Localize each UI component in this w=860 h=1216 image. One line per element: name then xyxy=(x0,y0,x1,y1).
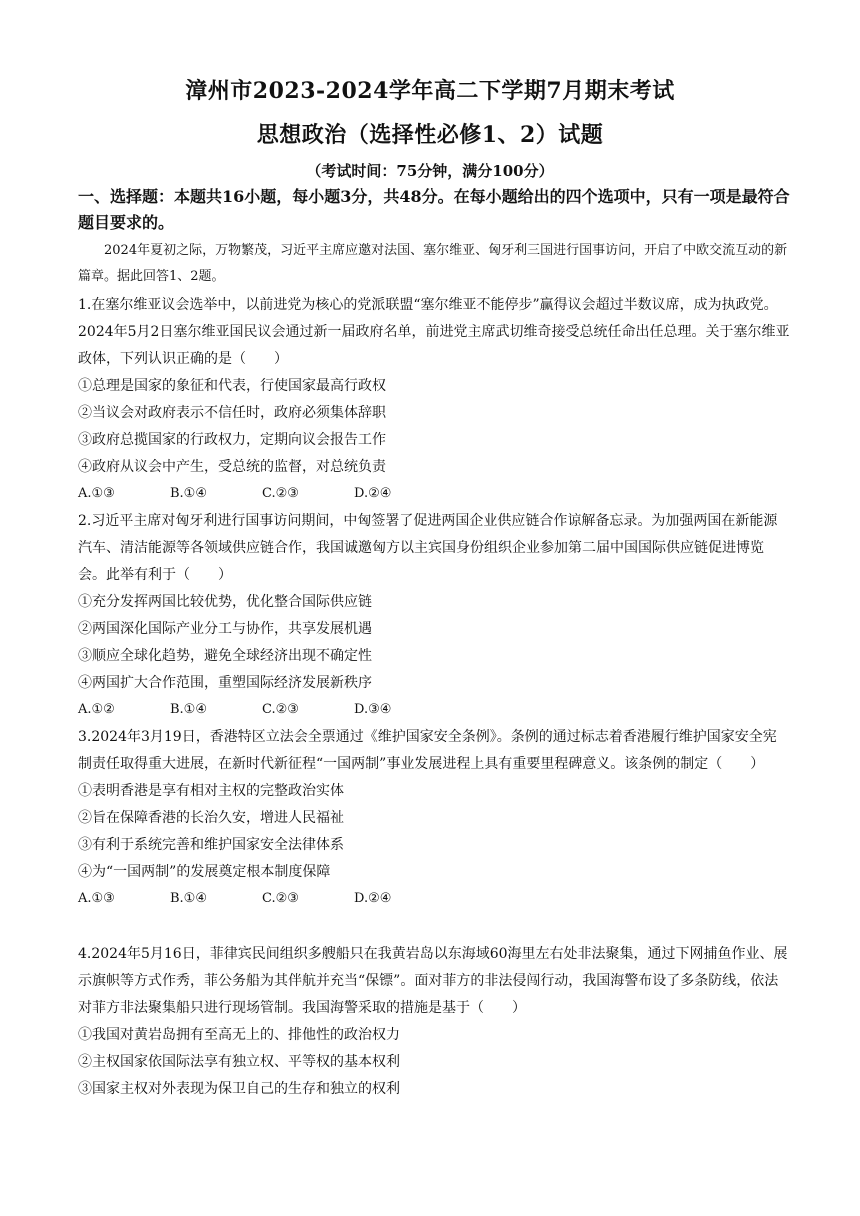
section-heading: 一、选择题：本题共16小题，每小题3分，共48分。在每小题给出的四个选项中，只有一项是最符合题目要求的。 xyxy=(78,187,790,232)
option-b: B.①④ xyxy=(170,702,207,717)
statement: ②旨在保障香港的长治久安，增进人民福祉 xyxy=(78,810,344,826)
statement: ①总理是国家的象征和代表，行使国家最高行政权 xyxy=(78,378,386,394)
answer-options xyxy=(78,697,790,723)
question-stem: 4.2024年5月16日，菲律宾民间组织多艘船只在我黄岩岛以东海域60海里左右处非法聚集，通过下网捕鱼作业、展示旗帜等方式作秀，菲公务船为其伴航并充当“保镖”。面对菲方的非法侵闯行动，我国海警布设了多条防线，依法对菲方非法聚集船只进行现场管制。我国海警采取的措施是基于（ ） xyxy=(78,946,788,1016)
option-a: A.①② xyxy=(78,702,115,717)
statement: ③顺应全球化趋势，避免全球经济出现不确定性 xyxy=(78,648,372,664)
question-2 xyxy=(78,508,790,723)
option-b: B.①④ xyxy=(170,486,207,501)
material-text: 2024年夏初之际，万物繁茂，习近平主席应邀对法国、塞尔维亚、匈牙利三国进行国事访问，开启了中欧交流互动的新篇章。据此回答1、2题。 xyxy=(78,243,788,284)
statement: ④两国扩大合作范围，重塑国际经济发展新秩序 xyxy=(78,675,372,691)
option-d: D.②④ xyxy=(354,486,392,501)
exam-subject-title: 思想政治（选择性必修1、2）试题 xyxy=(256,122,604,148)
question-4 xyxy=(78,941,790,1103)
statement: ②当议会对政府表示不信任时，政府必须集体辞职 xyxy=(78,405,386,421)
statement: ①表明香港是享有相对主权的完整政治实体 xyxy=(78,783,344,799)
statement: ④政府从议会中产生，受总统的监督，对总统负责 xyxy=(78,459,386,475)
answer-options xyxy=(78,886,790,912)
question-1 xyxy=(78,292,790,507)
option-d: D.③④ xyxy=(354,702,392,717)
option-a: A.①③ xyxy=(78,891,115,906)
option-a: A.①③ xyxy=(78,486,115,501)
answer-options xyxy=(78,481,790,507)
option-c: C.②③ xyxy=(262,891,299,906)
question-stem: 3.2024年3月19日，香港特区立法会全票通过《维护国家安全条例》。条例的通过标志着香港履行维护国家安全宪制责任取得重大进展，在新时代新征程“一国两制”事业发展进程上具有重要里程碑意义。该条例的制定（ ） xyxy=(78,729,777,772)
statement: ④为“一国两制”的发展奠定根本制度保障 xyxy=(78,864,331,880)
question-3 xyxy=(78,724,790,912)
statement: ③国家主权对外表现为保卫自己的生存和独立的权利 xyxy=(78,1081,400,1097)
option-c: C.②③ xyxy=(262,486,299,501)
option-b: B.①④ xyxy=(170,891,207,906)
statement: ①充分发挥两国比较优势，优化整合国际供应链 xyxy=(78,594,372,610)
question-stem: 1.在塞尔维亚议会选举中，以前进党为核心的党派联盟“塞尔维亚不能停步”赢得议会超过半数议席，成为执政党。2024年5月2日塞尔维亚国民议会通过新一届政府名单，前进党主席武切维奇接受总统任命出任总理。关于塞尔维亚政体，下列认识正确的是（ ） xyxy=(78,297,790,367)
exam-info: （考试时间：75分钟，满分100分） xyxy=(306,162,554,180)
exam-title: 漳州市2023-2024学年高二下学期7月期末考试 xyxy=(185,78,675,104)
statement: ③政府总揽国家的行政权力，定期向议会报告工作 xyxy=(78,432,386,448)
option-c: C.②③ xyxy=(262,702,299,717)
option-d: D.②④ xyxy=(354,891,392,906)
statement: ②主权国家依国际法享有独立权、平等权的基本权利 xyxy=(78,1054,400,1070)
statement: ①我国对黄岩岛拥有至高无上的、排他性的政治权力 xyxy=(78,1027,400,1043)
statement: ②两国深化国际产业分工与协作，共享发展机遇 xyxy=(78,621,372,637)
question-stem: 2.习近平主席对匈牙利进行国事访问期间，中匈签署了促进两国企业供应链合作谅解备忘录。为加强两国在新能源汽车、清洁能源等各领域供应链合作，我国诚邀匈方以主宾国身份组织企业参加第二届中国国际供应链促进博览会。此举有利于（ ） xyxy=(78,513,778,583)
statement: ③有利于系统完善和维护国家安全法律体系 xyxy=(78,837,344,853)
